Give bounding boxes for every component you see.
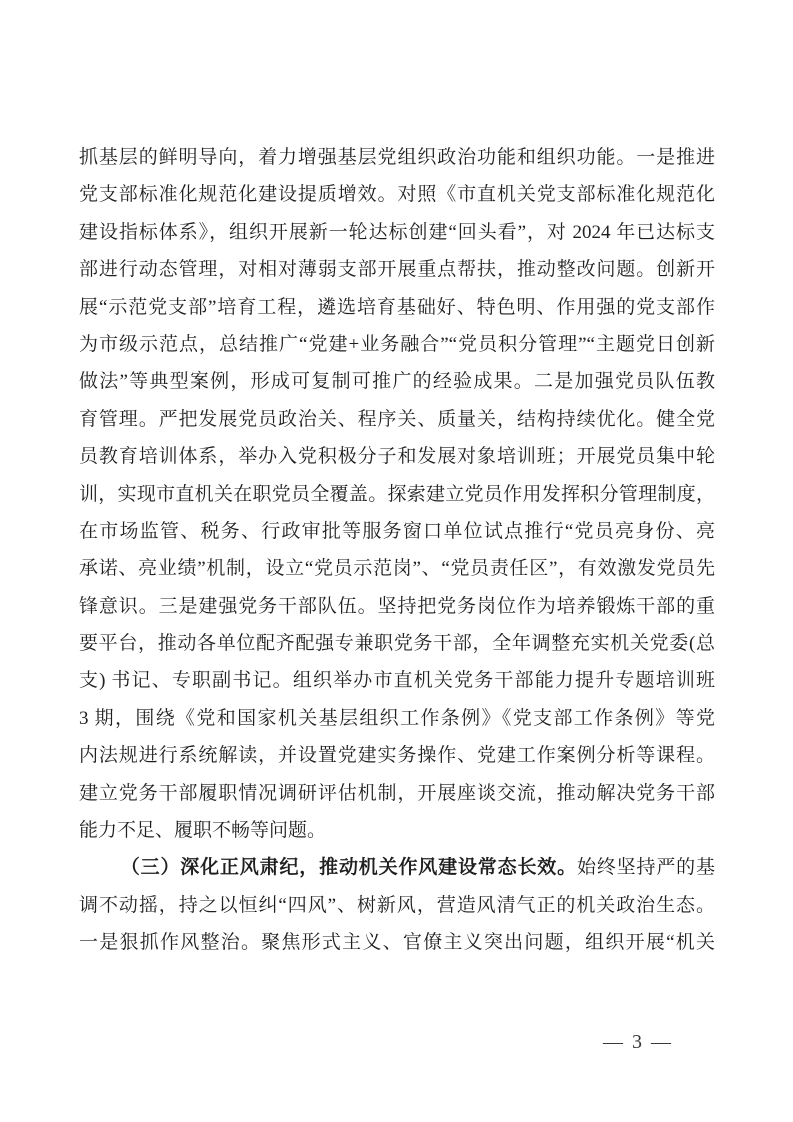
text-line [79, 737, 715, 774]
text-line [79, 476, 715, 513]
body-text: 员教育培训体系，举办入党积极分子和发展对象培训班；开展党员集中轮 [79, 446, 715, 468]
body-text: 锋意识。三是建强党务干部队伍。坚持把党务岗位作为培养锻炼干部的重 [79, 595, 715, 617]
body-text: 建设指标体系》，组织开展新一轮达标创建“回头看”，对 2024 年已达标支 [79, 221, 715, 243]
body-text: 训，实现市直机关在职党员全覆盖。探索建立党员作用发挥积分管理制度， [79, 483, 715, 505]
text-line [79, 289, 715, 326]
text-line [79, 139, 715, 176]
document-body [79, 139, 715, 962]
body-text: 内法规进行系统解读，并设置党建实务操作、党建工作案例分析等课程。 [79, 745, 715, 767]
text-line [79, 401, 715, 438]
body-text: 始终坚持严的基 [576, 857, 715, 879]
body-text: 要平台，推动各单位配齐配强专兼职党务干部，全年调整充实机关党委(总 [79, 633, 715, 655]
text-line [79, 251, 715, 288]
text-line [79, 513, 715, 550]
text-line [79, 812, 715, 849]
text-line [79, 363, 715, 400]
body-text: 能力不足、履职不畅等问题。 [79, 820, 327, 842]
body-text: 3 期，围绕《党和国家机关基层组织工作条例》《党支部工作条例》等党 [79, 707, 715, 729]
text-line [79, 662, 715, 699]
text-line [79, 849, 715, 886]
body-text: 一是狠抓作风整治。聚焦形式主义、官僚主义突出问题，组织开展“机关 [79, 932, 715, 954]
text-line [79, 625, 715, 662]
body-text: 部进行动态管理，对相对薄弱支部开展重点帮扶，推动整改问题。创新开 [79, 259, 715, 281]
text-line [79, 326, 715, 363]
text-line [79, 214, 715, 251]
body-text: 抓基层的鲜明导向，着力增强基层党组织政治功能和组织功能。一是推进 [79, 147, 715, 168]
body-text: 为市级示范点，总结推广“党建+业务融合”“党员积分管理”“主题党日创新 [79, 333, 715, 355]
text-line [79, 176, 715, 213]
text-line [79, 924, 715, 961]
text-line [79, 550, 715, 587]
body-text: 支) 书记、专职副书记。组织举办市直机关党务干部能力提升专题培训班 [79, 670, 715, 692]
text-line [79, 438, 715, 475]
text-line [79, 700, 715, 737]
body-text: 调不动摇，持之以恒纠“四风”、树新风，营造风清气正的机关政治生态。 [79, 894, 715, 916]
body-text: 做法”等典型案例，形成可复制可推广的经验成果。二是加强党员队伍教 [79, 371, 715, 393]
page-number: — 3 — [603, 1031, 673, 1053]
text-line [79, 588, 715, 625]
body-text: 建立党务干部履职情况调研评估机制，开展座谈交流，推动解决党务干部 [79, 782, 715, 804]
body-text: 展“示范党支部”培育工程，遴选培育基础好、特色明、作用强的党支部作 [79, 296, 715, 318]
emphasis-text: （三）深化正风肃纪，推动机关作风建设常态长效。 [120, 857, 577, 879]
text-line [79, 775, 715, 812]
body-text: 在市场监管、税务、行政审批等服务窗口单位试点推行“党员亮身份、亮 [79, 520, 715, 542]
body-text: 承诺、亮业绩”机制，设立“党员示范岗”、“党员责任区”，有效激发党员先 [79, 558, 715, 580]
text-line [79, 887, 715, 924]
body-text: 党支部标准化规范化建设提质增效。对照《市直机关党支部标准化规范化 [79, 184, 715, 206]
body-text: 育管理。严把发展党员政治关、程序关、质量关，结构持续优化。健全党 [79, 408, 715, 430]
